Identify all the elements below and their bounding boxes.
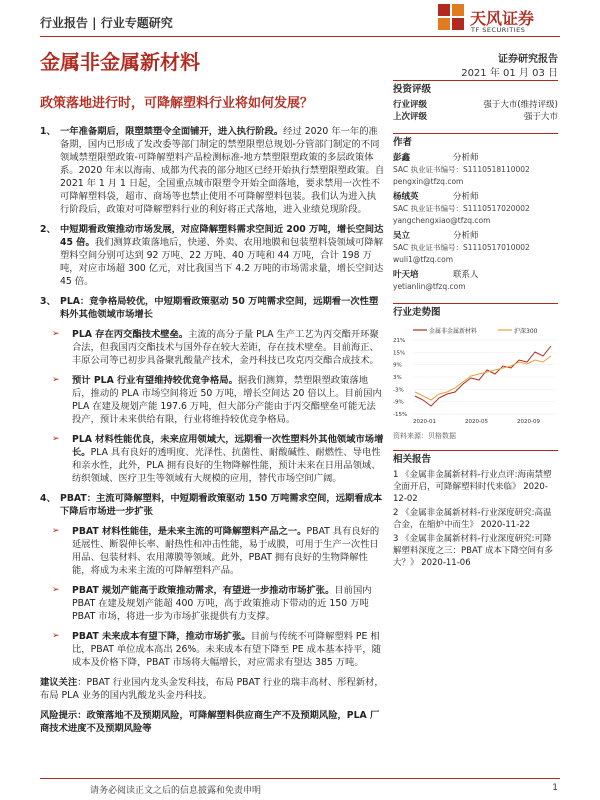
sidebar — [393, 76, 558, 571]
summary-point-4 — [40, 492, 385, 518]
last-rating-label: 上次评级 — [393, 112, 428, 122]
suggestion-head: 建议关注 — [40, 677, 78, 688]
legend-label-1: 金属非金属新材料 — [429, 328, 478, 335]
point-body: 主流的高分子量 PLA 生产工艺为丙交酯开环聚合法，但我国丙交酯技术与国外存在较大差距，存在技术壁垒。目前海正、丰原公司等已初步具备聚乳酸量产技术，金丹科技已攻克丙交酯合成技术。 — [72, 329, 379, 366]
author-sac: SAC 执业证书编号：S1110517020002 — [393, 204, 530, 213]
summary-point-1 — [40, 125, 385, 216]
point-head: 预计 PLA 行业有望维持较优竞争格局。 — [72, 375, 238, 386]
point-head: 中短期看政策推动市场发展，对应降解塑料需求空间近 200 万吨，增长空间达 45 倍。 — [60, 224, 384, 248]
author-email[interactable]: yetianlin@tfzq.com — [393, 282, 466, 291]
author-card — [393, 152, 558, 188]
point-head: PLA 材料性能优良，未来应用领域大，远期看一次性塑料外其他领域市场增长。 — [72, 434, 384, 458]
arrow-icon: ➢ — [52, 375, 60, 385]
sub-point-3 — [52, 433, 385, 485]
y-tick-label: 3% — [393, 375, 402, 381]
point-head: PBAT 未来成本有望下降，推动市场扩张。 — [72, 631, 251, 642]
arrow-icon: ➢ — [52, 631, 60, 641]
bullet-number: 2、 — [40, 224, 56, 235]
author-title: 作者 — [393, 133, 558, 149]
arrow-icon: ➢ — [52, 585, 60, 595]
report-title: 金属非金属新材料 — [40, 50, 200, 74]
last-rating-row — [393, 111, 558, 123]
point-body: 目前与传统不可降解塑料 PE 相比，PBAT 单位成本高出 26%。未来成本有望下降至 PE 成本基本持平，随成本及价格下降，PBAT 市场将大幅增长，对应需求有望达 385 万吨。 — [72, 631, 381, 668]
x-tick-label: 2020-01 — [413, 419, 436, 425]
sub-point-5 — [52, 584, 385, 623]
chart-source: 资料来源：贝格数据 — [393, 432, 456, 440]
author-name: 杨绒英 — [393, 192, 419, 202]
bullet-number: 4、 — [40, 493, 56, 504]
point-body: 经过 2020 年一年的准备期，国内已形成了发改委等部门制定的禁塑限塑总规划-分管部门制定的不同领域禁塑限塑政策-可降解塑料产品检测标准-地方禁塑限塑政策的多层政策体系。2020 年末以海南、成都为代表的部分地区已经开始执行禁塑限塑政策。自 2021 年 1 月 1 日起，全国重点城市限塑令开始全面落地，要求禁用一次性不可降解塑料袋，超市、商场等也禁止使用不可降解塑料包装。我们认为进入执行阶段后，政策对可降解塑料行业的利好将正式落地，进入业绩兑现阶段。 — [60, 126, 385, 215]
series-line-2 — [415, 356, 551, 400]
rating-value: 强于大市(维持评级) — [483, 100, 558, 110]
author-card — [393, 269, 558, 293]
point-body: 我们测算政策落地后，快递、外卖、农用地膜和包装塑料袋领域可降解塑料空间分别可达到 92 万吨、22 万吨、40 万吨和 44 万吨，合计 198 万吨，对应市场超 300 亿元，对比我国当下 4.2 万吨的市场需求量，增长空间达 45 倍。 — [60, 237, 384, 287]
header-divider — [40, 36, 560, 37]
author-email[interactable]: wuli1@tfzq.com — [393, 255, 454, 264]
arrow-icon: ➢ — [52, 329, 60, 339]
author-sac: SAC 执业证书编号：S1110518110002 — [393, 165, 530, 174]
point-body: 目前国内 PBAT 在建及规划产能超 400 万吨，高于政策推动下带动的近 150 万吨 PBAT 市场，将进一步为市场扩张提供有力支撑。 — [72, 585, 372, 622]
sub-point-4 — [52, 525, 385, 577]
sub-point-6 — [52, 630, 385, 669]
x-tick-label: 2020-05 — [465, 419, 488, 425]
author-card — [393, 191, 558, 227]
sub-point-2 — [52, 374, 385, 426]
point-head: 一年准备期后，限塑禁塑令全面铺开，进入执行阶段。 — [60, 126, 284, 137]
sub-point-1 — [52, 328, 385, 367]
author-role: 联系人 — [453, 270, 479, 280]
bullet-number: 1、 — [40, 126, 56, 137]
summary-body — [40, 125, 385, 742]
related-item[interactable]: 3 《金属非金属新材料-行业深度研究:可降解塑料深度之三：PBAT 成本下降空间有多大？》 2020-11-06 — [393, 534, 554, 568]
tf-logo — [438, 4, 558, 34]
author-role: 分析师 — [453, 231, 479, 241]
rating-row — [393, 99, 558, 111]
author-role: 分析师 — [453, 192, 479, 202]
point-head: PBAT：主流可降解塑料，中短期看政策驱动 150 万吨需求空间，远期看成本下降后市场进一步扩张 — [60, 493, 383, 517]
report-subtitle: 政策落地进行时，可降解塑料行业将如何发展？ — [40, 96, 314, 111]
summary-point-3 — [40, 295, 385, 321]
last-rating-value: 强于大市 — [523, 112, 558, 122]
report-type: 证券研究报告 — [498, 54, 558, 65]
arrow-icon: ➢ — [52, 526, 60, 536]
point-body: PBAT 具有良好的延展性、断裂伸长率、耐热性和冲击性能，易于成膜，可用于生产一次性日用品、包装材料、农用薄膜等领域。此外，PBAT 拥有良好的生物降解性能，将成为未来主流的可降解塑料产品。 — [72, 526, 380, 576]
report-date: 2021 年 01 月 03 日 — [461, 68, 558, 79]
y-tick-label: -9% — [393, 399, 404, 406]
suggestion-body: ：PBAT 行业国内龙头金发科技，布局 PBAT 行业的瑞丰高材、彤程新材，布局 PLA 业务的国内乳酸龙头金丹科技。 — [40, 677, 384, 701]
y-tick-label: -3% — [393, 387, 404, 394]
legend-label-2: 沪深300 — [514, 328, 538, 335]
point-body: 据我们测算，禁塑限塑政策落地后，推动的 PLA 市场空间将近 50 万吨，增长空间达 20 倍以上。目前国内 PLA 在建及规划产能 197.6 万吨，但大部分产能由于丙交酯壁垒可能无法投产，预计未来供给有限，行业将维持较优竞争格局。 — [72, 375, 382, 425]
related-item[interactable]: 2 《金属非金属新材料-行业深度研究:高温合金，在缩炉中而生》 2020-11-22 — [393, 508, 552, 530]
logo-cn-text: 天风证券 — [470, 9, 535, 28]
page-number: 1 — [552, 783, 558, 793]
point-body: PLA 具有良好的透明度、光泽性、抗菌性、耐酸碱性、耐燃性、导电性和亲水性，此外，PLA 拥有良好的生物降解性能，预计未来在日用品领域、纺织领域、医疗卫生等领域有大规模的应用，替代市场空间广阔。 — [72, 447, 381, 484]
y-tick-label: 15% — [393, 350, 406, 357]
risk-warning — [40, 709, 385, 735]
invest-rating-title: 投资评级 — [393, 80, 558, 96]
author-email[interactable]: yangchengxiao@tfzq.com — [393, 216, 491, 225]
trend-chart — [393, 326, 558, 426]
footer-disclaimer: 请务必阅读正文之后的信息披露和免责申明 — [90, 786, 262, 796]
author-sac: SAC 执业证书编号：S1110517010002 — [393, 243, 530, 252]
point-head: PBAT 材料性能佳，是未来主流的可降解塑料产品之一。 — [72, 526, 307, 537]
bullet-number: 3、 — [40, 296, 56, 307]
author-name: 彭鑫 — [393, 153, 411, 163]
related-title: 相关报告 — [393, 450, 558, 466]
point-head: PBAT 规划产能高于政策推动需求，有望进一步推动市场扩张。 — [72, 585, 335, 596]
tf-logo-icon — [438, 4, 466, 32]
author-email[interactable]: pengxin@tfzq.com — [393, 177, 464, 186]
rating-label: 行业评级 — [393, 100, 428, 110]
author-role: 分析师 — [453, 153, 479, 163]
related-item[interactable]: 1 《金属非金属新材料-行业点评:海南禁塑全面开启，可降解塑料时代来临》 2020-12-02 — [393, 470, 552, 504]
trend-title: 行业走势图 — [393, 303, 558, 319]
header-breadcrumb: 行业报告 | 行业专题研究 — [40, 16, 173, 30]
risk-text: 风险提示：政策落地不及预期风险，可降解塑料供应商生产不及预期风险，PLA 厂商技术进度不及预期风险等 — [40, 710, 380, 734]
y-tick-label: -15% — [393, 412, 408, 418]
author-name: 叶天培 — [393, 270, 419, 280]
arrow-icon: ➢ — [52, 434, 60, 444]
author-card — [393, 230, 558, 266]
summary-point-2 — [40, 223, 385, 288]
footer-divider — [40, 778, 560, 779]
related-list — [393, 469, 558, 569]
suggestion — [40, 676, 385, 702]
y-tick-label: 9% — [393, 362, 402, 369]
logo-en-text: TF SECURITIES — [471, 26, 526, 34]
x-tick-label: 2020-09 — [517, 419, 540, 425]
point-head: PLA：竞争格局较优，中短期看政策驱动 50 万吨需求空间，远期看一次性塑料外其他领域市场增长 — [60, 296, 379, 320]
y-tick-label: 21% — [393, 338, 406, 344]
author-name: 吴立 — [393, 231, 411, 241]
point-head: PLA 存在丙交酯技术壁垒。 — [72, 329, 189, 340]
